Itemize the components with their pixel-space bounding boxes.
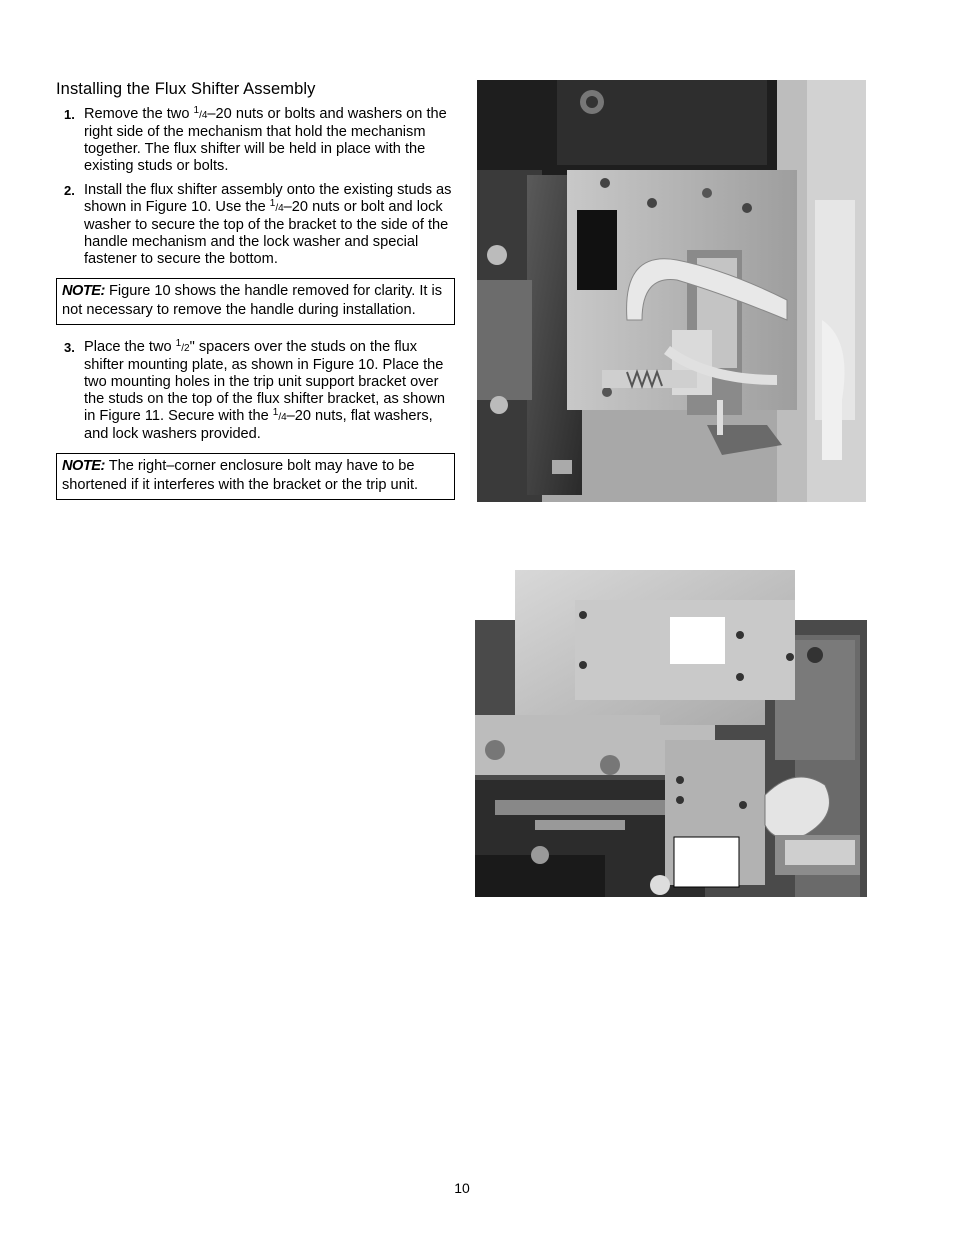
step-text: Install the flux shifter assembly onto the existing studs as shown in Figure 10. Use the <box>84 182 452 215</box>
flux-shifter-mechanism-image <box>477 80 866 502</box>
note-text: The right–corner enclosure bolt may have to be shortened if it interferes with the bracket or the trip unit. <box>62 458 419 493</box>
fraction-numerator: 1 <box>175 338 182 349</box>
instructions-column <box>56 80 456 500</box>
step-2: 2. Install the flux shifter assembly onto the existing studs as shown in Figure 10. Use the $^1$/4–20 nuts or bolt and lock washer to secure the top of the bracket to the side of the handle mechanism and the lock washer and special fastener to secure the bottom. <box>64 182 452 267</box>
fraction-denominator: 4 <box>278 203 284 214</box>
step-text: –20 nuts or bolts and washers on the right side of the mechanism that hold the mechanism together. The flux shifter will be held in place with the existing studs or bolts. <box>84 106 447 174</box>
step-text: –20 nuts or bolt and lock washer to secure the top of the bracket to the side of the handle mechanism and the lock washer and special fastener to secure the bottom. <box>84 199 449 267</box>
step-text: –20 nuts, flat washers, and lock washers provided. <box>84 408 433 442</box>
fraction-denominator: 4 <box>201 110 208 121</box>
figure-10-photo <box>477 80 866 502</box>
step-1: 1. Remove the two $^1$/4–20 nuts or bolts and washers on the right side of the mechanism that hold the mechanism together. The flux shifter will be held in place with the existing studs or bolts. <box>64 105 447 174</box>
step-number: 1. <box>64 107 75 122</box>
note-text: Figure 10 shows the handle removed for clarity. It is not necessary to remove the handle during installation. <box>62 283 443 318</box>
step-3: 3. Place the two $^1$/2" spacers over the studs on the flux shifter mounting plate, as shown in Figure 10. Place the two mounting holes in the trip unit support bracket over the studs on the top of the flux shifter bracket, as shown in Figure 11. Secure with the $^1$/4–20 nuts, flat washers, and lock washers provided. <box>64 338 445 442</box>
fraction-numerator: 1 <box>269 198 276 209</box>
trip-unit-bracket-image <box>475 555 867 897</box>
step-number: 3. <box>64 340 75 355</box>
step-text: Remove the two <box>84 106 194 122</box>
step-text: " spacers over the studs on the flux shifter mounting plate, as shown in Figure 10. Place the two mounting holes in the trip unit support bracket over the studs on the top of the flux shifter bracket, as shown in Figure 11. Secure with the <box>84 339 445 424</box>
note-box-1 <box>56 278 455 325</box>
step-number: 2. <box>64 183 75 198</box>
note-label: NOTE: <box>62 283 105 299</box>
fraction-numerator: 1 <box>272 407 279 418</box>
section-heading: Installing the Flux Shifter Assembly <box>56 80 316 98</box>
fraction-numerator: 1 <box>193 105 200 116</box>
fraction-denominator: 2 <box>184 343 190 354</box>
page-number: 10 <box>454 1180 470 1196</box>
step-text: Place the two <box>84 339 176 355</box>
fraction-denominator: 4 <box>281 412 287 423</box>
note-label: NOTE: <box>62 458 105 474</box>
figure-11-photo <box>475 555 867 897</box>
note-box-2 <box>56 453 455 500</box>
